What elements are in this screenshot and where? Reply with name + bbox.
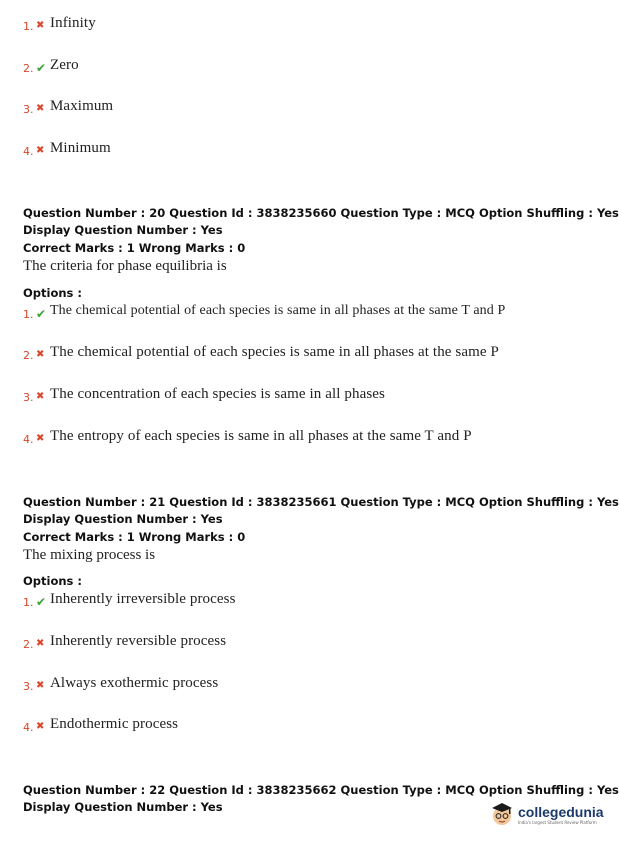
option-text: Minimum	[50, 140, 111, 156]
cross-icon: ✖	[36, 433, 45, 444]
display-question-number: Display Question Number : Yes	[23, 512, 223, 526]
option-number: 2.	[23, 62, 34, 75]
option-number: 4.	[23, 721, 34, 734]
question-text: The mixing process is	[23, 547, 156, 563]
check-icon: ✔	[36, 307, 47, 321]
option-number: 4.	[23, 145, 34, 158]
option-number: 3.	[23, 680, 34, 693]
option-3	[23, 98, 113, 116]
option-2	[23, 57, 79, 75]
display-question-number: Display Question Number : Yes	[23, 800, 223, 814]
cross-icon: ✖	[36, 103, 45, 114]
options-label: Options :	[23, 574, 82, 588]
option-text: Infinity	[50, 15, 96, 31]
option-text: Inherently reversible process	[50, 633, 227, 649]
option-text: Inherently irreversible process	[50, 591, 236, 607]
option-number: 1.	[23, 20, 34, 33]
option-text: The chemical potential of each species is same in all phases at the same P	[50, 344, 499, 360]
check-icon: ✔	[36, 61, 47, 75]
cross-icon: ✖	[36, 20, 45, 31]
option-number: 3.	[23, 391, 34, 404]
question-meta: Question Number : 21 Question Id : 3838235661 Question Type : MCQ Option Shuffling : Yes	[23, 495, 619, 509]
option-3	[23, 675, 218, 693]
option-number: 2.	[23, 349, 34, 362]
option-number: 4.	[23, 433, 34, 446]
cross-icon: ✖	[36, 680, 45, 691]
option-number: 1.	[23, 596, 34, 609]
display-question-number: Display Question Number : Yes	[23, 223, 223, 237]
option-1	[23, 303, 505, 321]
option-number: 2.	[23, 638, 34, 651]
option-2	[23, 633, 226, 651]
logo-brand: collegedunia	[518, 803, 604, 820]
option-1	[23, 15, 96, 33]
option-text: The chemical potential of each species is same in all phases at the same T and P	[50, 303, 506, 318]
option-4	[23, 428, 472, 446]
option-4	[23, 716, 178, 734]
question-meta: Question Number : 20 Question Id : 3838235660 Question Type : MCQ Option Shuffling : Yes	[23, 206, 619, 220]
option-text: The concentration of each species is same in all phases	[50, 386, 385, 402]
option-number: 1.	[23, 308, 34, 321]
check-icon: ✔	[36, 595, 47, 609]
option-number: 3.	[23, 103, 34, 116]
cross-icon: ✖	[36, 349, 45, 360]
marks-info: Correct Marks : 1 Wrong Marks : 0	[23, 530, 246, 544]
option-text: The entropy of each species is same in all phases at the same T and P	[50, 428, 472, 444]
cross-icon: ✖	[36, 391, 45, 402]
option-4	[23, 140, 111, 158]
marks-info: Correct Marks : 1 Wrong Marks : 0	[23, 241, 246, 255]
question-meta: Question Number : 22 Question Id : 3838235662 Question Type : MCQ Option Shuffling : Yes	[23, 783, 619, 797]
cross-icon: ✖	[36, 721, 45, 732]
cross-icon: ✖	[36, 638, 45, 649]
student-avatar-icon	[489, 800, 515, 828]
question-text: The criteria for phase equilibria is	[23, 258, 227, 274]
logo-tagline: India's largest Student Review Platform	[518, 819, 597, 825]
collegedunia-logo	[489, 800, 604, 828]
option-text: Endothermic process	[50, 716, 179, 732]
option-text: Maximum	[50, 98, 114, 114]
option-text: Zero	[50, 57, 79, 73]
option-3	[23, 386, 385, 404]
option-2	[23, 344, 499, 362]
cross-icon: ✖	[36, 145, 45, 156]
options-label: Options :	[23, 286, 82, 300]
option-text: Always exothermic process	[50, 675, 219, 691]
option-1	[23, 591, 236, 609]
